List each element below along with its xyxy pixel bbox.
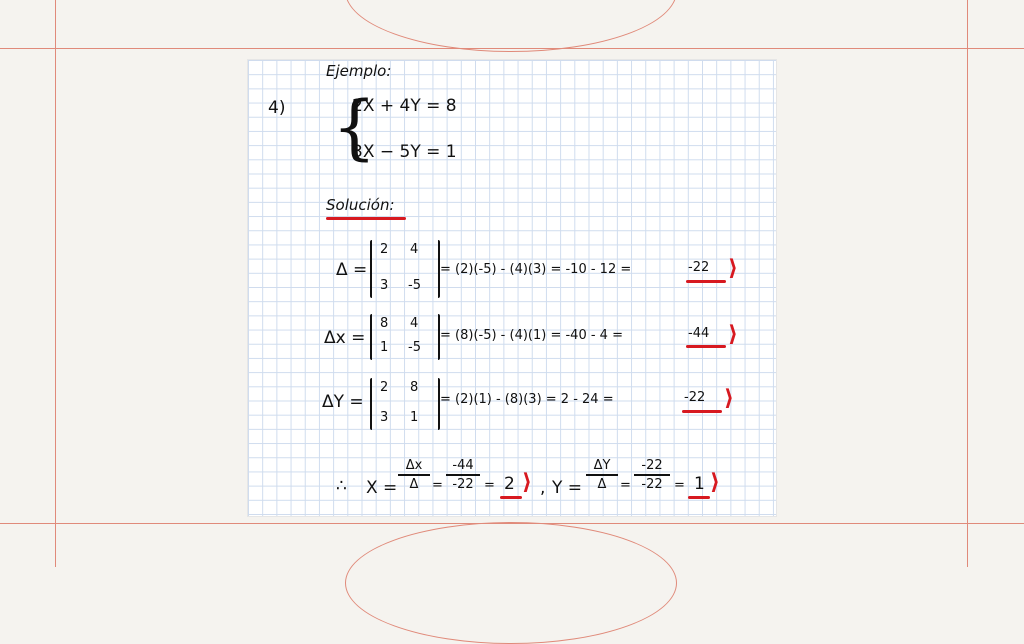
- delta-y-check-icon: ⟩: [724, 386, 735, 411]
- delta-x-a21: 1: [380, 340, 389, 355]
- y-fraction-values-num: -22: [641, 458, 663, 473]
- guide-line-left: [55, 0, 56, 567]
- x-fraction-deltas-num: Δx: [405, 458, 423, 473]
- y-value-underline: [688, 496, 710, 499]
- delta-y-work: = (2)(1) - (8)(3) = 2 - 24 =: [440, 392, 614, 407]
- x-value: 2: [504, 474, 515, 494]
- delta-x-underline: [686, 345, 726, 348]
- delta-y-a21: 3: [380, 410, 389, 425]
- equation-1: 2X + 4Y = 8: [352, 96, 457, 116]
- delta-y-a22: 1: [410, 410, 419, 425]
- guide-arc-top: [345, 0, 677, 52]
- result-separator: ,: [540, 478, 546, 498]
- y-value: 1: [694, 474, 705, 494]
- delta-x-symbol: Δx =: [324, 328, 366, 348]
- x-fraction-values: [446, 458, 480, 492]
- x-label: X =: [366, 478, 398, 498]
- therefore-symbol: ∴: [336, 476, 347, 496]
- delta-y-symbol: ΔY =: [322, 392, 364, 412]
- equals-sign-4: =: [674, 478, 685, 493]
- delta-a12: 4: [410, 242, 419, 257]
- x-fraction-deltas: [398, 458, 430, 492]
- equals-sign-2: =: [484, 478, 495, 493]
- delta-y-underline: [682, 410, 722, 413]
- delta-y-a11: 2: [380, 380, 389, 395]
- equation-2: 3X − 5Y = 1: [352, 142, 457, 162]
- y-fraction-deltas: [586, 458, 618, 492]
- y-fraction-values: [634, 458, 670, 492]
- delta-x-work: = (8)(-5) - (4)(1) = -40 - 4 =: [440, 328, 623, 343]
- delta-x-a12: 4: [410, 316, 419, 331]
- x-fraction-values-den: -22: [452, 476, 474, 492]
- delta-x-check-icon: ⟩: [728, 322, 739, 347]
- system-brace: {: [332, 86, 377, 168]
- delta-symbol: Δ =: [336, 260, 368, 280]
- y-fraction-deltas-den: Δ: [597, 476, 607, 492]
- delta-a11: 2: [380, 242, 389, 257]
- delta-underline: [686, 280, 726, 283]
- delta-result: -22: [688, 260, 710, 275]
- delta-x-a11: 8: [380, 316, 389, 331]
- delta-a22: -5: [408, 278, 421, 293]
- delta-y-determinant: [370, 378, 440, 430]
- x-check-icon: ⟩: [522, 470, 533, 495]
- x-fraction-values-num: -44: [452, 458, 474, 473]
- delta-y-result: -22: [684, 390, 706, 405]
- delta-x-a22: -5: [408, 340, 421, 355]
- delta-check-icon: ⟩: [728, 256, 739, 281]
- equals-sign-3: =: [620, 478, 631, 493]
- delta-a21: 3: [380, 278, 389, 293]
- delta-x-determinant: [370, 314, 440, 360]
- example-number: 4): [268, 98, 286, 118]
- guide-line-right: [967, 0, 968, 567]
- y-check-icon: ⟩: [710, 470, 721, 495]
- solution-underline: [326, 217, 406, 220]
- y-fraction-deltas-num: ΔY: [593, 458, 611, 473]
- example-title: Ejemplo:: [326, 62, 392, 80]
- guide-arc-bottom: [345, 522, 677, 644]
- note-page: [248, 60, 776, 516]
- equals-sign-1: =: [432, 478, 443, 493]
- y-fraction-values-den: -22: [641, 476, 663, 492]
- solution-label: Solución:: [326, 196, 395, 214]
- delta-x-result: -44: [688, 326, 710, 341]
- delta-work: = (2)(-5) - (4)(3) = -10 - 12 =: [440, 262, 632, 277]
- delta-determinant: [370, 240, 440, 298]
- delta-y-a12: 8: [410, 380, 419, 395]
- y-label: Y =: [552, 478, 583, 498]
- x-value-underline: [500, 496, 522, 499]
- x-fraction-deltas-den: Δ: [409, 476, 419, 492]
